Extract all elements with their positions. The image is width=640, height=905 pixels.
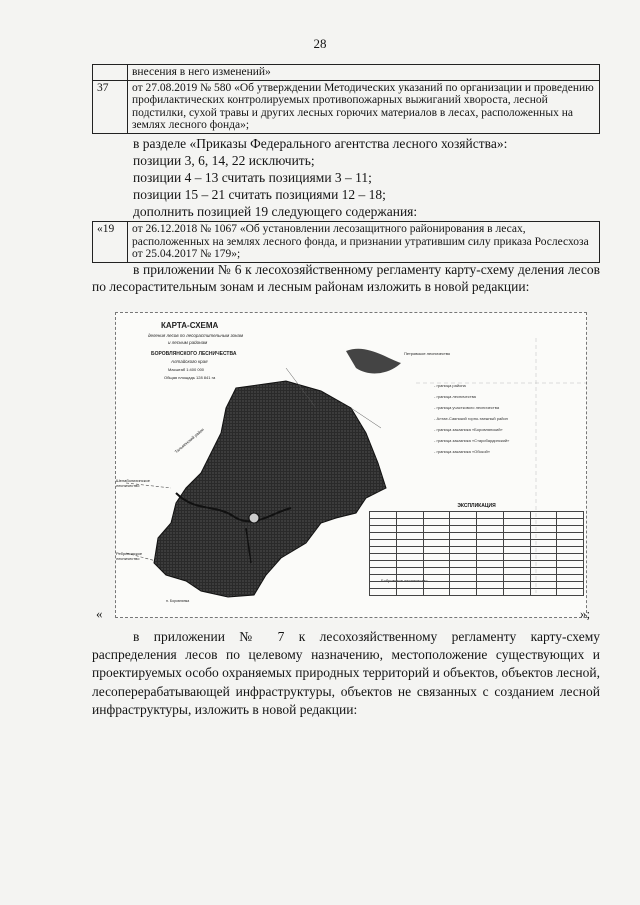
map-explication bbox=[369, 503, 584, 596]
legend-item: - граница заказника «Обской» bbox=[434, 449, 491, 454]
legend-item: - граница лесничества bbox=[434, 394, 476, 399]
map-label-neighbor-bottom-left: Ребрихинское лесничество bbox=[116, 551, 143, 561]
table-row bbox=[93, 222, 600, 263]
action-line: дополнить позицией 19 следующего содержания: bbox=[133, 204, 418, 219]
table-row bbox=[93, 80, 600, 133]
table-cell-text: от 27.08.2019 № 580 «Об утверждении Методических указаний по организации и проведению профилактических контролируемых противопожарных выжиганий хвороста, лесной подстилки, сухой травы и других лесных горючих материалов в лесах, расположенных на землях лесного фонда»; bbox=[128, 80, 600, 133]
paragraph-appendix-7: в приложении № 7 к лесохозяйственному регламенту карту-схему распределения лесов по целевому назначению, местоположение существующих и проектируемых особо охраняемых природных территорий и объектов, объектов лесной, лесоперерабатывающей инфраструктуры, объектов не связанных с созданием лесной инфраструктуры, изложить в новой редакции: bbox=[92, 629, 600, 717]
map-label-neighbor-top: Петровское лесничество bbox=[404, 351, 451, 356]
forest-zoning-map bbox=[115, 312, 587, 618]
action-line: позиции 15 – 21 считать позициями 12 – 18; bbox=[133, 187, 386, 202]
map-subtitle-1: деления лесов по лесорастительным зонам bbox=[148, 333, 244, 338]
map-title: КАРТА-СХЕМА bbox=[161, 321, 219, 330]
paragraph-appendix-6: в приложении № 6 к лесохозяйственному регламенту карту-схему деления лесов по лесорастительным зонам и лесным районам изложить в новой редакции: bbox=[92, 262, 600, 294]
legend-item: - Алтае-Саянский горно-таежный район bbox=[434, 416, 508, 421]
map-label-rayon: Тальменский район bbox=[173, 426, 205, 455]
continued-table bbox=[92, 64, 600, 134]
table-cell-num: «19 bbox=[93, 222, 128, 263]
legend-item: - граница участкового лесничества bbox=[434, 405, 500, 410]
map-region: Алтайского края bbox=[171, 359, 208, 364]
map-area: Общая площадь 128 841 га bbox=[164, 375, 216, 380]
table-row bbox=[93, 65, 600, 81]
legend-item: - граница заказника «Боровлянский» bbox=[434, 427, 503, 432]
forestry-territory bbox=[154, 381, 386, 597]
table-cell-num bbox=[93, 65, 128, 81]
map-forestry: БОРОВЛЯНСКОГО ЛЕСНИЧЕСТВА bbox=[151, 351, 237, 357]
section-heading: в разделе «Приказы Федерального агентства лесного хозяйства»: bbox=[133, 136, 508, 151]
table-cell-num: 37 bbox=[93, 80, 128, 133]
map-subtitle-2: и лесным районам bbox=[168, 340, 208, 345]
explication-table bbox=[369, 511, 584, 596]
legend-item: - граница заказника «Старобардинский» bbox=[434, 438, 510, 443]
map-scale: Масштаб 1:400 000 bbox=[168, 367, 205, 372]
quote-close: »; bbox=[580, 606, 591, 621]
map-label-neighbor-left: Шелаболихинское лесничество bbox=[116, 478, 150, 488]
table-cell-text: внесения в него изменений» bbox=[128, 65, 600, 81]
map-legend bbox=[434, 383, 584, 460]
map-label-center: п. Боровлянка bbox=[166, 599, 190, 603]
action-line: позиции 4 – 13 считать позициями 3 – 11; bbox=[133, 170, 372, 185]
action-line: позиции 3, 6, 14, 22 исключить; bbox=[133, 153, 315, 168]
explication-title: ЭКСПЛИКАЦИЯ bbox=[457, 503, 496, 509]
table-cell-text: от 26.12.2018 № 1067 «Об установлении лесозащитного районирования в лесах, расположенных на землях лесного фонда, и признании утратившим силу приказа Рослесхоза от 25.04.2017 № 179»; bbox=[128, 222, 600, 263]
page-number: 28 bbox=[313, 36, 327, 51]
quote-open: « bbox=[96, 606, 103, 621]
new-position-table bbox=[92, 221, 600, 263]
legend-item: - граница района bbox=[434, 383, 466, 388]
map-label-neighbor-right: Бобровское лесничество bbox=[381, 578, 428, 583]
